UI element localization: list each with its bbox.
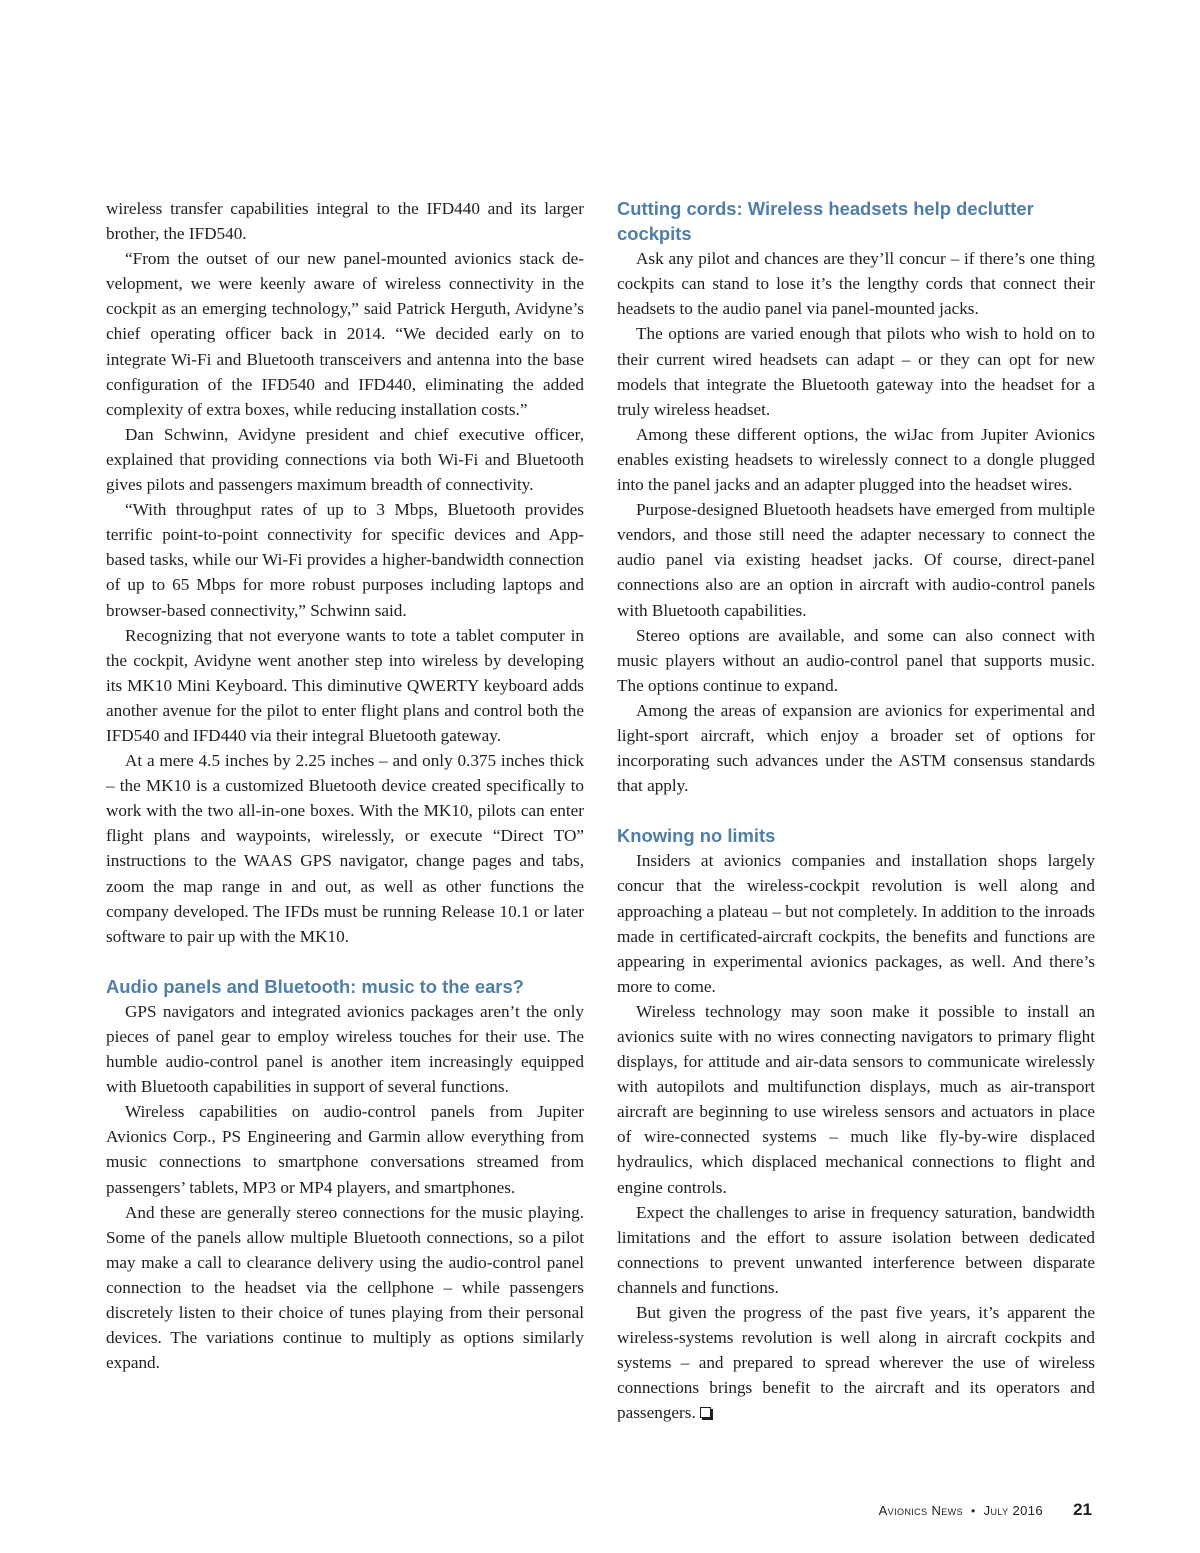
paragraph: Stereo options are available, and some can also connect with music players without an audio-control panel that supports music. The options continue to expand. — [617, 625, 1095, 695]
publication-name: Avionics News — [878, 1503, 963, 1518]
paragraph: wireless transfer capabilities integral to the IFD440 and its larger brother, the IFD540. — [106, 199, 584, 244]
paragraph: Expect the challenges to arise in frequency saturation, bandwidth limitations and the effort to assure isolation between dedicated connections to prevent unwanted interference between disparate channels and functions. — [617, 1202, 1095, 1297]
final-paragraph — [617, 1300, 1095, 1425]
paragraph: “From the outset of our new panel-mounted avionics stack development, we were keenly aware of wireless connectivity in the cockpit as an emerging technology,” said Patrick Herguth, Avidyne’s chief operating officer back in 2014. “We decided early on to integrate Wi-Fi and Bluetooth transceivers and antenna into the base configuration of the IFD540 and IFD440, eliminating the added complexity of extra boxes, while reducing installation costs.” — [106, 249, 584, 419]
left-column — [106, 196, 584, 1375]
paragraph: Ask any pilot and chances are they’ll concur – if there’s one thing cockpits can stand to lose it’s the lengthy cords that connect their headsets to the audio panel via panel-mounted jacks. — [617, 249, 1095, 319]
section-heading-knowing-no-limits: Knowing no limits — [617, 825, 776, 847]
paragraph: “With throughput rates of up to 3 Mbps, Bluetooth provides terrific point-to-point connectivity for specific devices and App-based tasks, while our Wi-Fi provides a higher-bandwidth connection of up to 65 Mbps for more robust purposes including laptops and browser-based connectivity,” Schwinn said. — [106, 500, 584, 620]
right-column — [617, 196, 1095, 1426]
final-paragraph-text: But given the progress of the past five years, it’s apparent the wireless-systems revolution is well along in aircraft cockpits and systems – and prepared to spread wherever the use of wireless connections brings benefit to the aircraft and its operators and passengers. — [617, 1303, 1095, 1423]
issue-date: July 2016 — [983, 1503, 1044, 1518]
paragraph: Recognizing that not everyone wants to tote a tablet computer in the cockpit, Avidyne went another step into wireless by developing its MK10 Mini Keyboard. This diminutive QWERTY keyboard adds another avenue for the pilot to enter flight plans and control both the IFD540 and IFD440 via their integral Bluetooth gateway. — [106, 625, 584, 745]
section-heading-audio-panels: Audio panels and Bluetooth: music to the ears? — [106, 975, 524, 997]
paragraph: Among these different options, the wiJac from Jupiter Avionics enables existing headsets to wirelessly connect to a dongle plugged into the panel jacks and an adapter plugged into the headset wires. — [617, 424, 1095, 495]
end-of-article-box-icon — [700, 1407, 711, 1418]
paragraph: Among the areas of expansion are avionics for experimental and light-sport aircraft, which enjoy a broader set of options for incorporating such advances under the ASTM consensus standards that apply. — [617, 700, 1095, 796]
paragraph: GPS navigators and integrated avionics packages aren’t the only pieces of panel gear to employ wireless touches for their use. The humble audio-control panel is another item increasingly equipped with Bluetooth capabilities in support of several functions. — [106, 1001, 584, 1097]
page-number: 21 — [1073, 1500, 1092, 1519]
paragraph: At a mere 4.5 inches by 2.25 inches – and only 0.375 inches thick – the MK10 is a customized Bluetooth device created specifically to work with the two all-in-one boxes. With the MK10, pilots can enter flight plans and waypoints, wirelessly, or execute “Direct TO” instructions to the WAAS GPS navigator, change pages and tabs, zoom the map range in and out, as well as other functions the company developed. The IFDs must be running Release 10.1 or later software to pair up with the MK10. — [106, 751, 584, 946]
paragraph: Insiders at avionics companies and installation shops largely concur that the wireless-cockpit revolution is well along and approaching a plateau – but not completely. In addition to the inroads made in certificated-aircraft cockpits, the benefits and functions are appearing in experimental avionics packages, as well. And there’s more to come. — [617, 851, 1095, 996]
paragraph: The options are varied enough that pilots who wish to hold on to their current wired headsets can adapt – or they can opt for new models that integrate the Bluetooth gateway into the headset for a truly wireless headset. — [617, 324, 1095, 419]
section-heading-cutting-cords: Cutting cords: Wireless headsets help declutter cockpits — [617, 198, 1034, 245]
paragraph: Wireless capabilities on audio-control panels from Jupiter Avionics Corp., PS Engineering and Garmin allow everything from music connections to smartphone conversations streamed from passengers’ tablets, MP3 or MP4 players, and smartphones. — [106, 1102, 584, 1197]
page-footer — [879, 1500, 1092, 1520]
paragraph: Wireless technology may soon make it possible to install an avionics suite with no wires connecting navigators to primary flight displays, for attitude and air-data sensors to communicate wirelessly with autopilots and multifunction displays, much as air-transport aircraft are beginning to use wireless sensors and actuators in place of wire-connected systems – much like fly-by-wire displaced hydraulics, which displaced mechanical connections to flight and engine controls. — [617, 1001, 1095, 1197]
paragraph: And these are generally stereo connections for the music playing. Some of the panels allow multiple Bluetooth connections, so a pilot may make a call to clearance delivery using the audio-control panel connection to the headset via the cellphone – while passengers discretely listen to their choice of tunes playing from their personal devices. The variations continue to multiply as options similarly expand. — [106, 1202, 584, 1373]
paragraph: Purpose-designed Bluetooth headsets have emerged from multiple vendors, and those still need the adapter necessary to connect the audio panel via existing headset jacks. Of course, direct-panel connections also are an option in aircraft with audio-control panels with Bluetooth capabilities. — [617, 500, 1095, 620]
footer-separator: • — [970, 1504, 976, 1518]
paragraph: Dan Schwinn, Avidyne president and chief executive officer, explained that providing connections via both Wi-Fi and Bluetooth gives pilots and passengers maximum breadth of connectivity. — [106, 424, 584, 495]
